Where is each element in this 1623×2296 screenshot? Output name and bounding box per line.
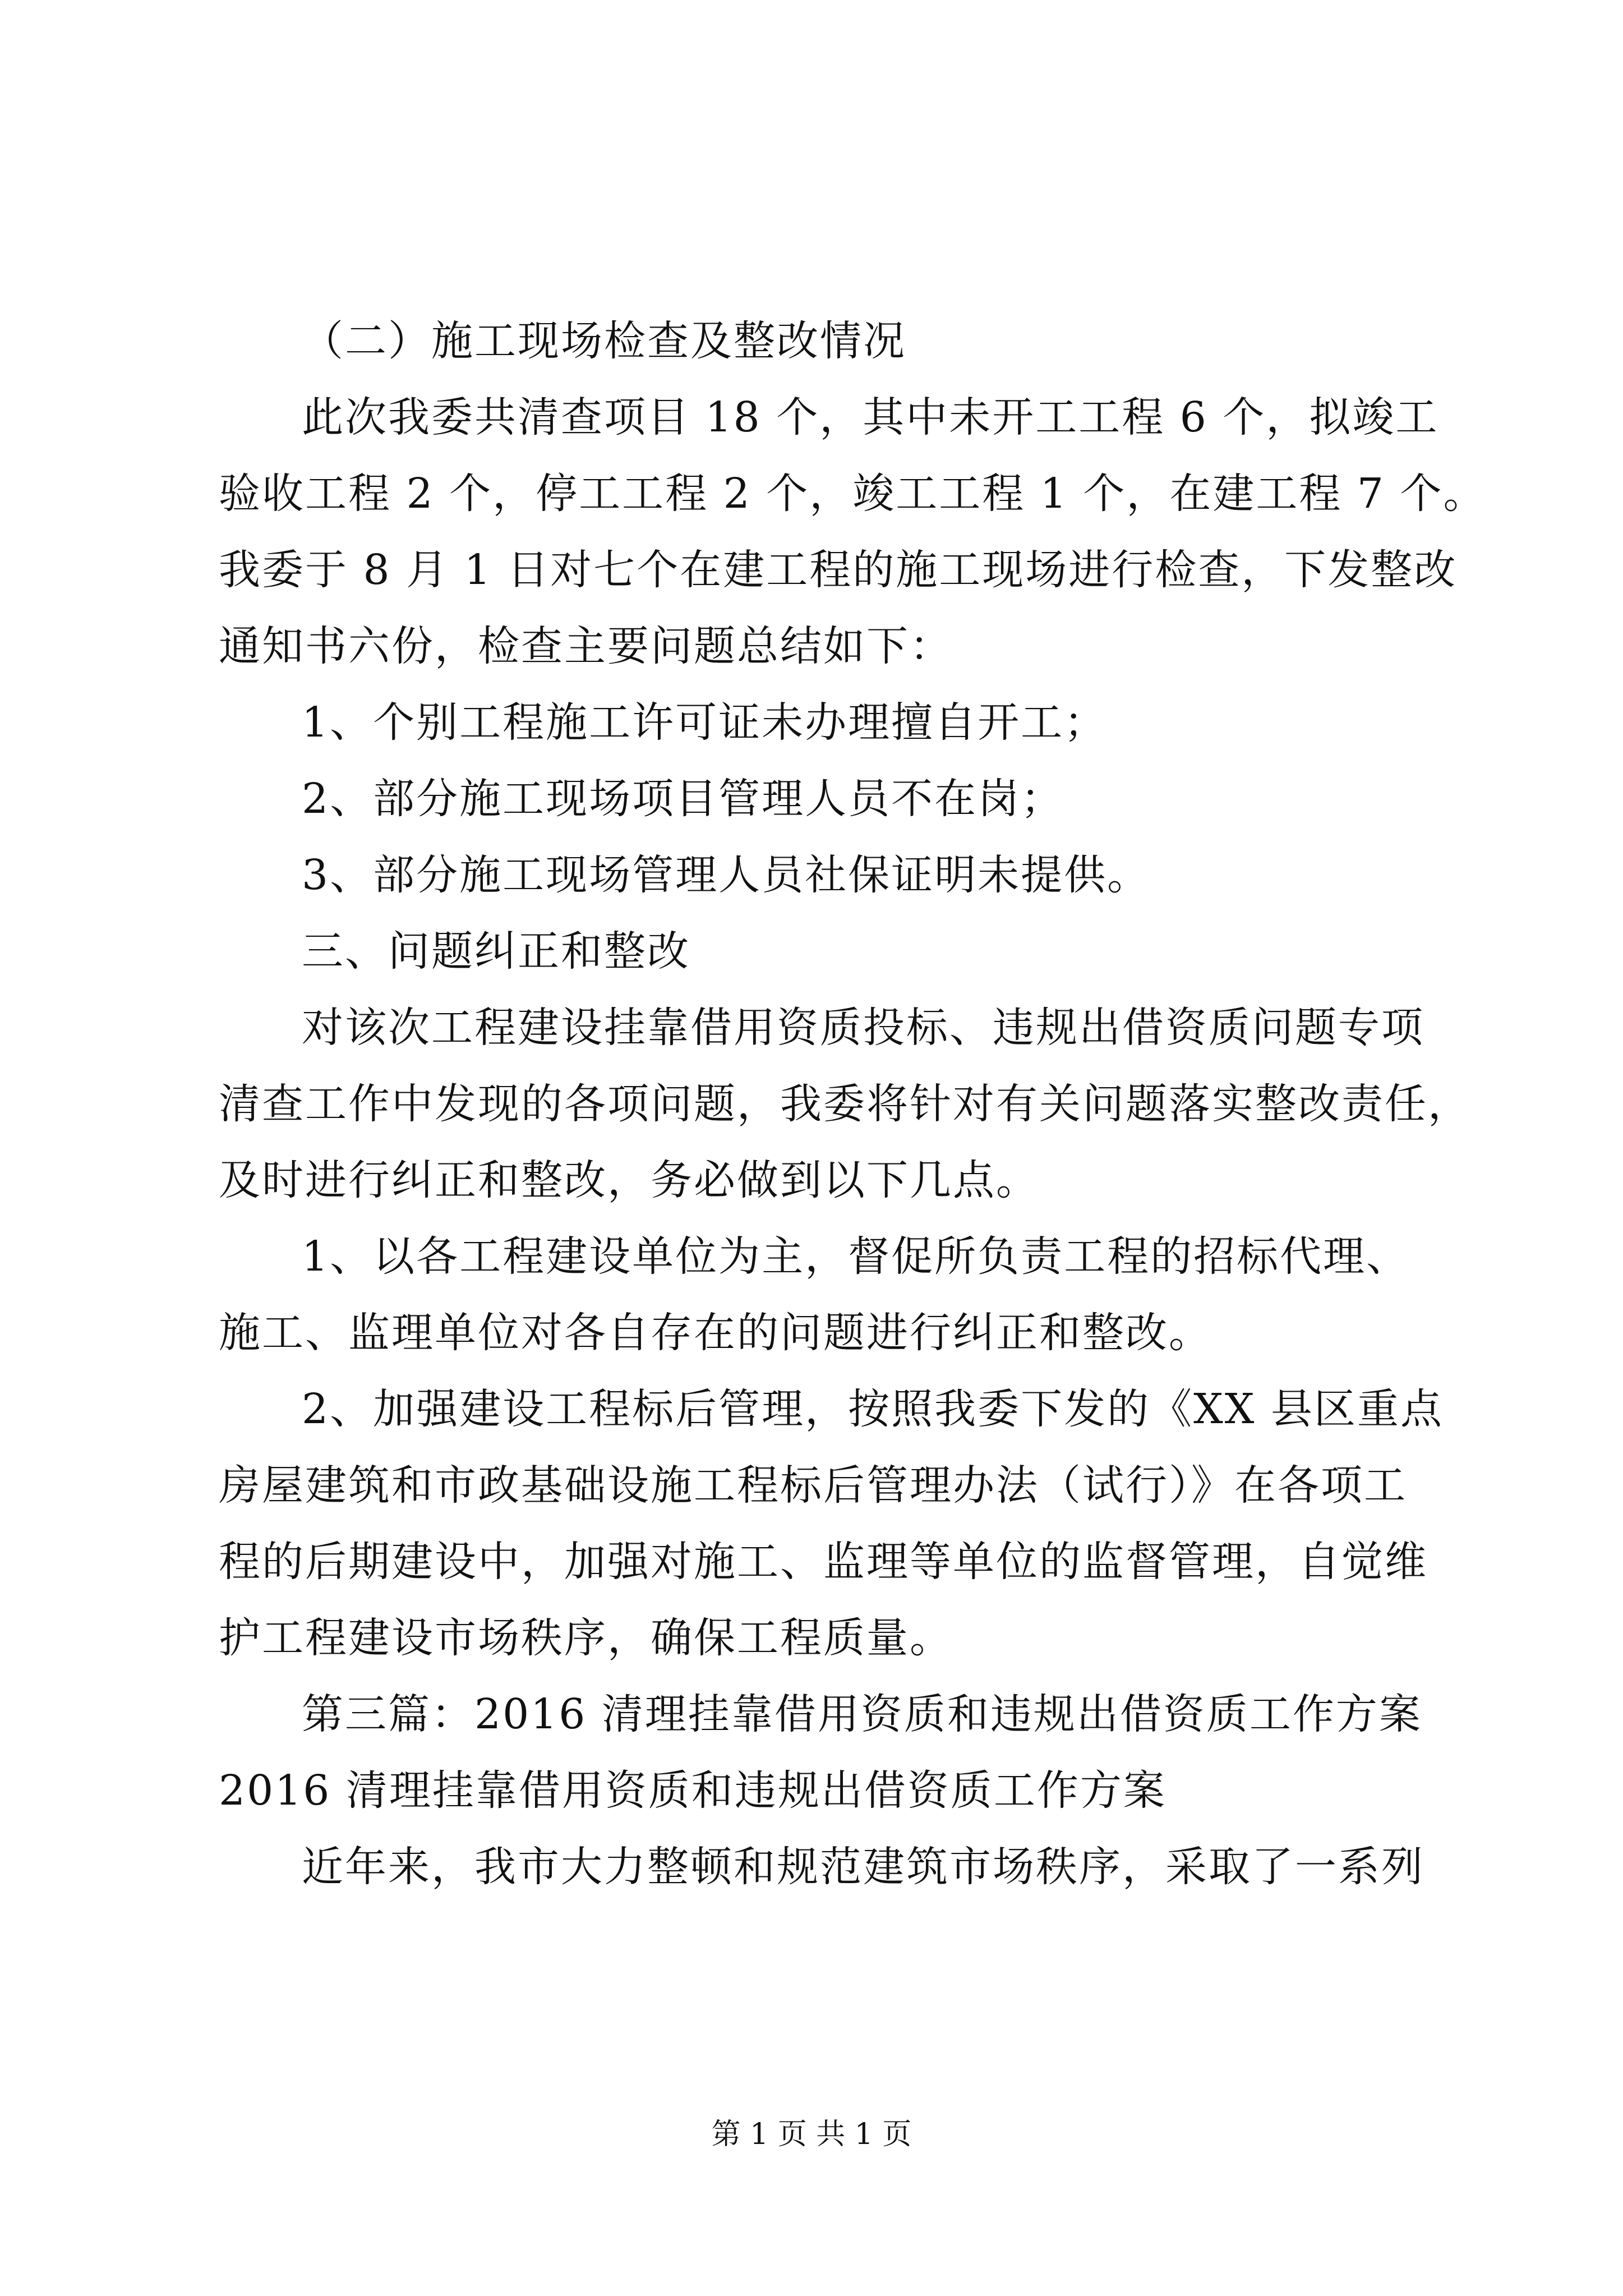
paragraph-line: 我委于 8 月 1 日对七个在建工程的施工现场进行检查，下发整改	[219, 546, 1458, 594]
paragraph-line: 程的后期建设中，加强对施工、监理等单位的监督管理，自觉维	[219, 1538, 1428, 1586]
paragraph-line: 通知书六份，检查主要问题总结如下：	[219, 622, 953, 670]
list-item: 2、加强建设工程标后管理，按照我委下发的《XX 县区重点	[302, 1385, 1444, 1433]
section-heading: （二）施工现场检查及整改情况	[302, 317, 906, 365]
document-body	[219, 303, 1487, 1905]
paragraph-line: 房屋建筑和市政基础设施工程标后管理办法（试行）》在各项工	[219, 1461, 1407, 1510]
paragraph-line: 近年来，我市大力整顿和规范建筑市场秩序，采取了一系列	[302, 1843, 1424, 1891]
paragraph-line: 及时进行纠正和整改，务必做到以下几点。	[219, 1156, 1039, 1204]
chapter-title: 第三篇：2016 清理挂靠借用资质和违规出借资质工作方案	[302, 1690, 1422, 1738]
list-item: 1、以各工程建设单位为主，督促所负责工程的招标代理、	[302, 1232, 1410, 1281]
paragraph-line: 对该次工程建设挂靠借用资质投标、违规出借资质问题专项	[302, 1004, 1424, 1052]
list-item: 1、个别工程施工许可证未办理擅自开工；	[302, 698, 1108, 747]
list-item: 3、部分施工现场管理人员社保证明未提供。	[302, 851, 1151, 899]
paragraph-line: 验收工程 2 个，停工工程 2 个，竣工工程 1 个，在建工程 7 个。	[219, 470, 1487, 518]
paragraph-line: 清查工作中发现的各项问题，我委将针对有关问题落实整改责任，	[219, 1080, 1471, 1128]
page-footer: 第 1 页 共 1 页	[711, 2118, 912, 2151]
section-heading: 三、问题纠正和整改	[302, 927, 690, 976]
paragraph-line: 护工程建设市场秩序，确保工程质量。	[219, 1614, 953, 1662]
list-item: 2、部分施工现场项目管理人员不在岗；	[302, 775, 1064, 823]
paragraph-line: 施工、监理单位对各自存在的问题进行纠正和整改。	[219, 1309, 1212, 1357]
paragraph-line: 此次我委共清查项目 18 个，其中未开工工程 6 个，拟竣工	[302, 393, 1439, 441]
chapter-subtitle: 2016 清理挂靠借用资质和违规出借资质工作方案	[219, 1766, 1166, 1815]
